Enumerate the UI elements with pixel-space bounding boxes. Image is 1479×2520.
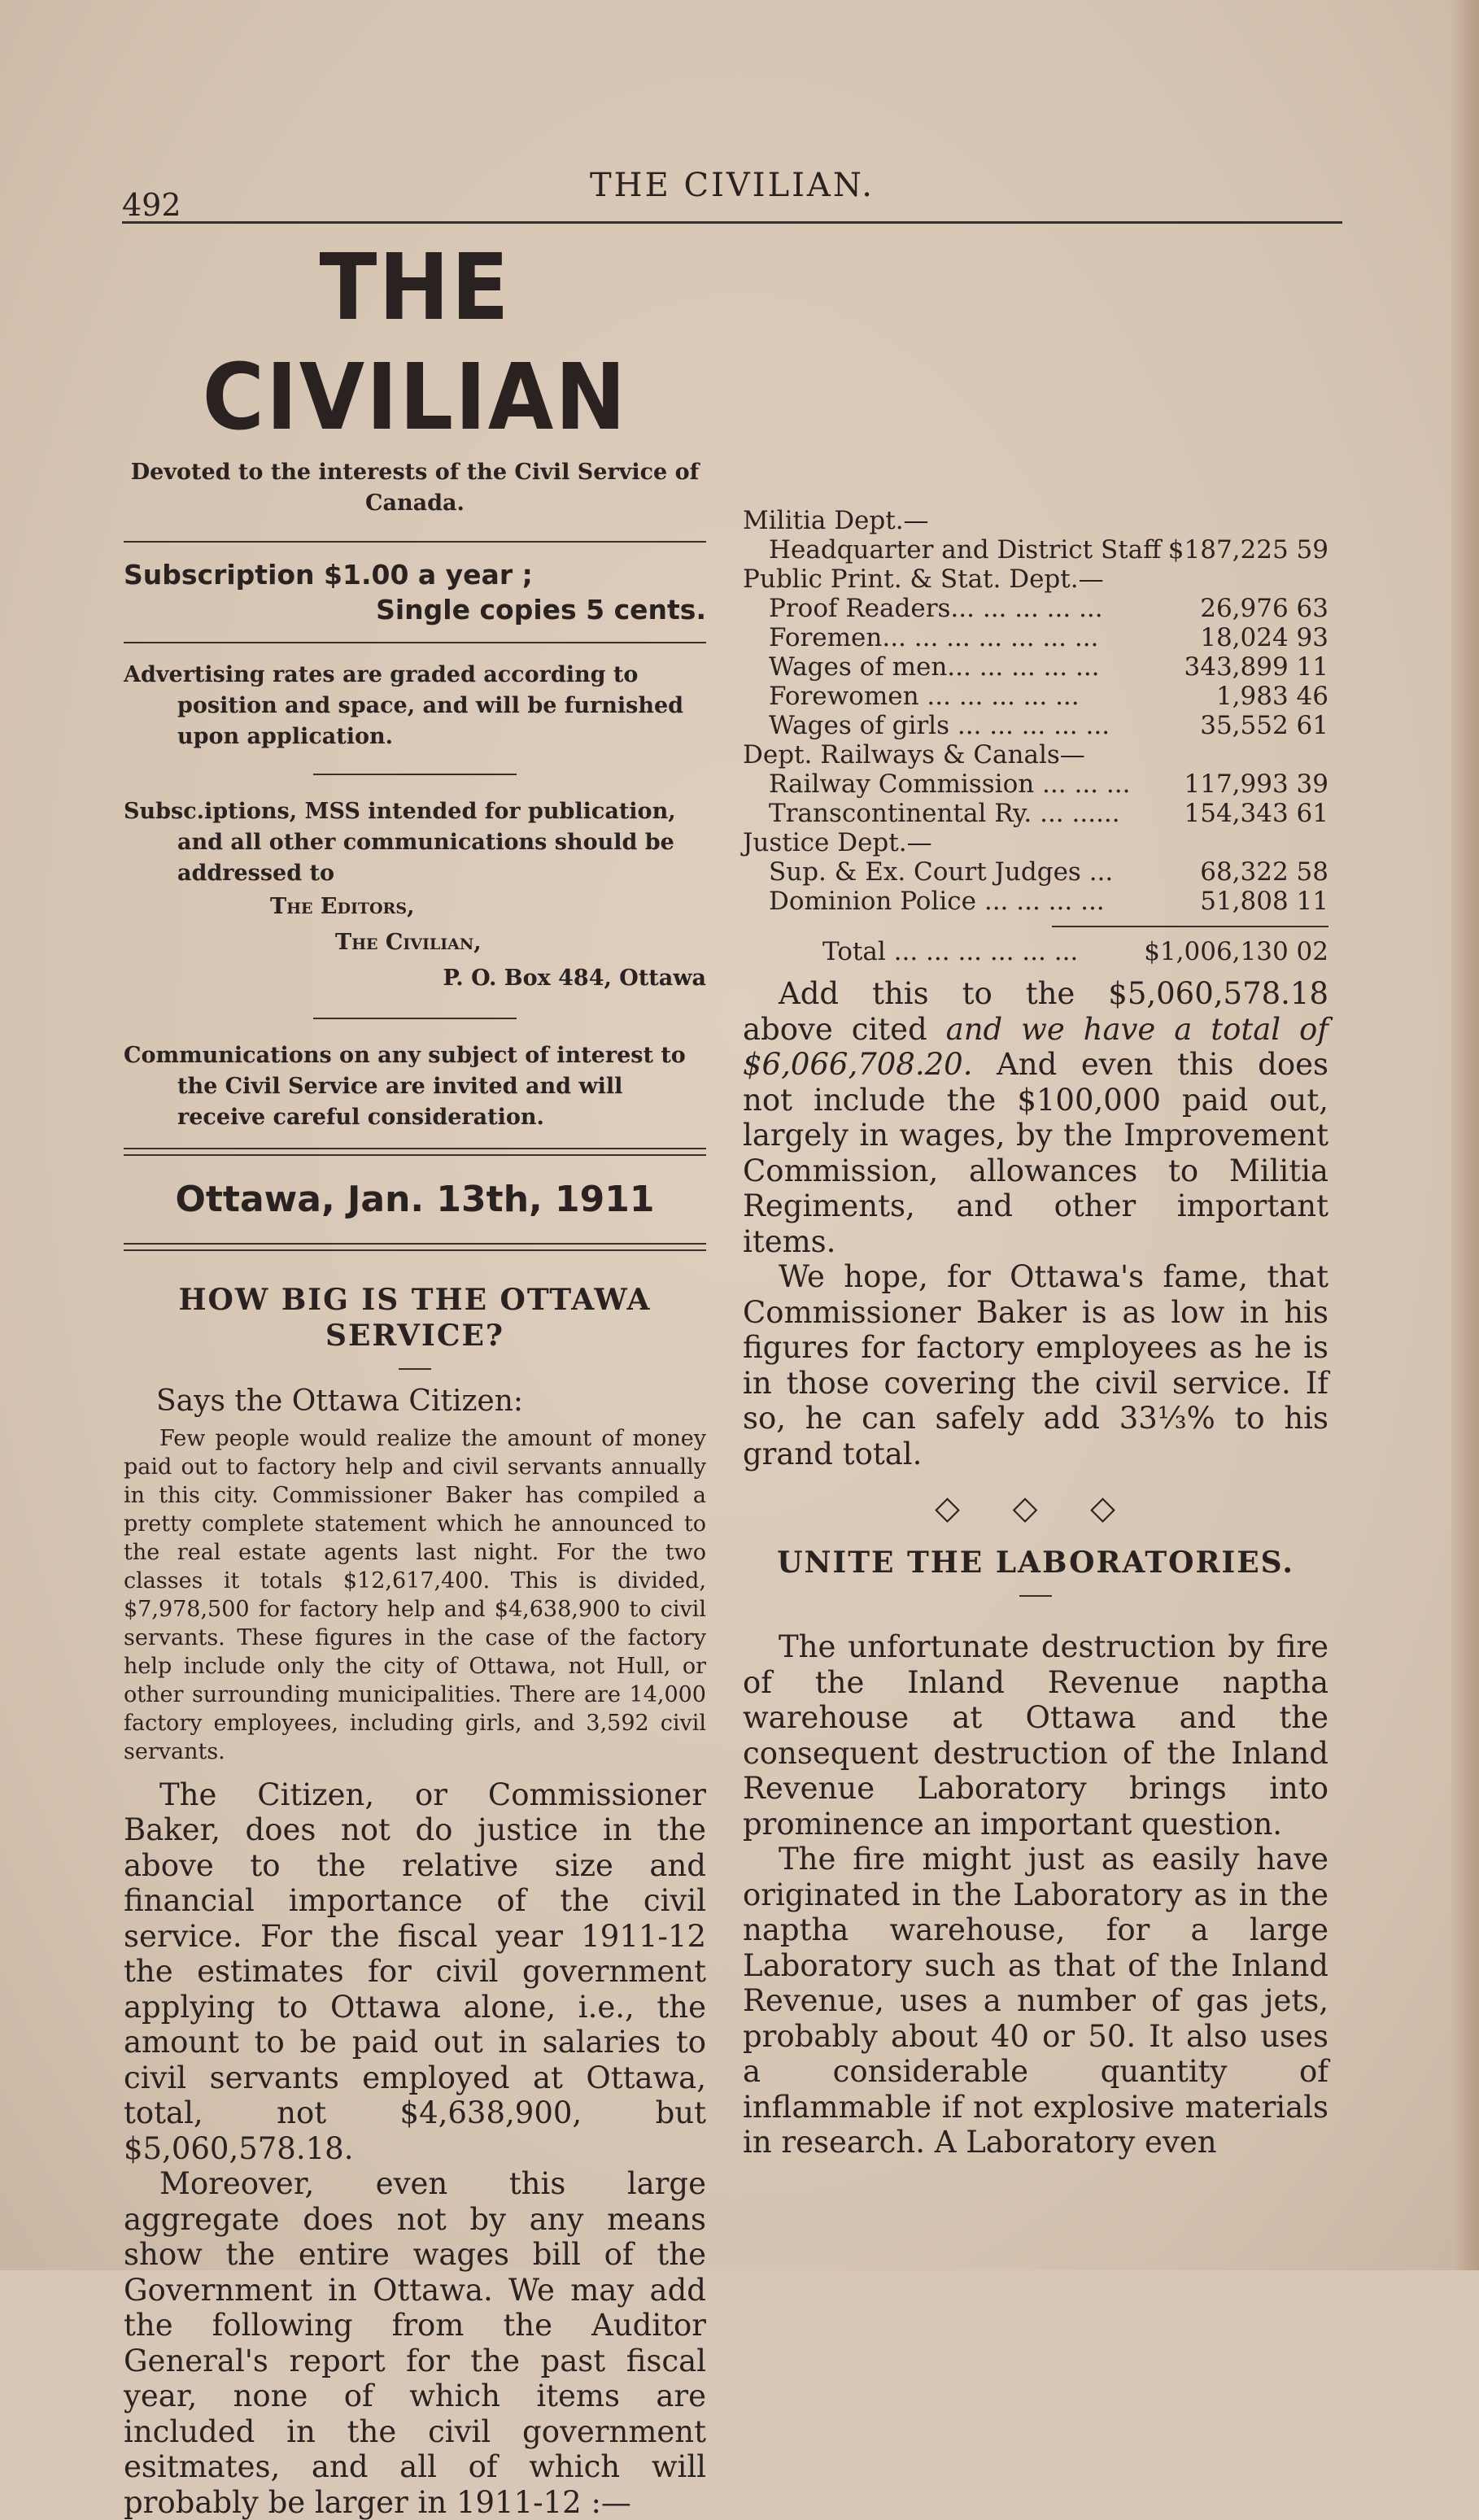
- row-amount: 117,993 39: [1184, 770, 1328, 799]
- table-row: [743, 623, 1328, 652]
- running-head: [122, 163, 1342, 223]
- italic-text: and we have a total of $6,066,708.20.: [743, 1011, 1328, 1082]
- row-item: Foremen... ... ... ... ... ... ...: [769, 623, 1099, 652]
- table-row: [743, 652, 1328, 682]
- communications-note: Communications on any subject of interest to the Civil Service are invited and will receive careful consideration.: [124, 1042, 686, 1130]
- right-column: [743, 233, 1328, 2160]
- double-rule: [124, 1243, 706, 1251]
- body-paragraph: [743, 976, 1328, 1259]
- single-copy-price: Single copies 5 cents.: [376, 593, 706, 626]
- total-rule: [1052, 926, 1328, 927]
- page-edge: [1451, 0, 1479, 2270]
- row-item: Wages of girls ... ... ... ... ...: [769, 711, 1110, 740]
- table-row: [743, 711, 1328, 740]
- row-item: Railway Commission ... ... ...: [769, 770, 1131, 799]
- row-item: Dominion Police ... ... ... ...: [769, 887, 1105, 916]
- body-paragraph: We hope, for Ottawa's fame, that Commissioner Baker is as low in his figures for factory employees as he is in those covering the civil service. If so, he can safely add 33⅓% to his grand total.: [743, 1259, 1328, 1471]
- row-amount: 35,552 61: [1200, 711, 1328, 740]
- double-rule: [124, 1148, 706, 1156]
- row-amount: 154,343 61: [1184, 799, 1328, 828]
- text-run: Add this to the $5,060,578.18 above cited: [743, 976, 1328, 1047]
- divider: [124, 541, 706, 543]
- table-row: [743, 770, 1328, 799]
- body-paragraph: The Citizen, or Commissioner Baker, does not do justice in the above to the relative size and financial importance of the civil service. For the fiscal year 1911-12 the estimates for civil government applying to Ottawa alone, i.e., the amount to be paid out in salaries to civil servants employed at Ottawa, total, not $4,638,900, but $5,060,578.18.: [124, 1777, 706, 2166]
- row-amount: 26,976 63: [1200, 594, 1328, 623]
- body-paragraph: Moreover, even this large aggregate does not by any means show the entire wages bill of the Government in Ottawa. We may add the following from the Auditor General's report for the past fiscal year, none of which items are included in the civil government esitmates, and all of which will probably be larger in 1911-12 :—: [124, 2166, 706, 2520]
- ornament: ◇ ◇ ◇: [935, 1489, 1137, 1527]
- text-run: And even this does not include the $100,000 paid out, largely in wages, by the Improvement Commission, allowances to Militia Regiments, and other important items.: [743, 1047, 1328, 1259]
- short-divider: [313, 1018, 517, 1019]
- header-rule: [122, 221, 1342, 224]
- body-paragraph: The unfortunate destruction by fire of the Inland Revenue naptha warehouse at Ottawa and the consequent destruction of the Inland Revenue Laboratory brings into prominence an important question.: [743, 1629, 1328, 1842]
- row-item: Transcontinental Ry. ... ......: [769, 799, 1120, 828]
- address-line: P. O. Box 484, Ottawa: [443, 965, 706, 991]
- article-heading: HOW BIG IS THE OTTAWA SERVICE?: [178, 1282, 652, 1353]
- row-item: Wages of men... ... ... ... ...: [769, 652, 1100, 682]
- table-row: [743, 887, 1328, 916]
- dept-heading: Public Print. & Stat. Dept.—: [743, 565, 1104, 594]
- row-item: Proof Readers... ... ... ... ...: [769, 594, 1103, 623]
- table-row: [743, 799, 1328, 828]
- table-row: [743, 682, 1328, 711]
- dateline: Ottawa, Jan. 13th, 1911: [175, 1178, 655, 1220]
- masthead-devoted: Devoted to the interests of the Civil Service of Canada.: [130, 459, 700, 516]
- table-row: [743, 594, 1328, 623]
- address-line: The Civilian,: [335, 929, 482, 955]
- total-amount: $1,006,130 02: [1144, 937, 1328, 966]
- row-amount: 343,899 11: [1184, 652, 1328, 682]
- subscription-price: Subscription $1.00 a year ;: [124, 558, 533, 591]
- page-number: 492: [122, 187, 181, 223]
- quoted-text: Few people would realize the amount of money paid out to factory help and civil servants annually in this city. Commissioner Baker has compiled a pretty complete statement which he announced to the real estate agents last night. For the two classes it totals $12,617,400. This is divided, $7,978,500 for factory help and $4,638,900 to civil servants. These figures in the case of the factory help include only the city of Ottawa, not Hull, or other surrounding municipalities. There are 14,000 factory employees, including girls, and 3,592 civil servants.: [124, 1425, 706, 1764]
- advertising-note: Advertising rates are graded according to position and space, and will be furnished upon application.: [124, 661, 684, 749]
- table-row: [743, 535, 1328, 565]
- divider: [124, 642, 706, 643]
- row-item: Forewomen ... ... ... ... ...: [769, 682, 1080, 711]
- left-column: [124, 233, 706, 2520]
- dept-heading: Militia Dept.—: [743, 506, 929, 535]
- dept-heading: Dept. Railways & Canals—: [743, 740, 1085, 770]
- short-divider: [399, 1368, 431, 1370]
- table-row: [743, 857, 1328, 887]
- masthead-title: THE CIVILIAN: [202, 233, 628, 451]
- dept-heading: Justice Dept.—: [743, 828, 932, 857]
- article-heading: UNITE THE LABORATORIES.: [777, 1546, 1294, 1580]
- quote-attribution: Says the Ottawa Citizen:: [156, 1384, 524, 1418]
- row-amount: 18,024 93: [1200, 623, 1328, 652]
- body-paragraph: The fire might just as easily have originated in the Laboratory as in the naptha warehouse, for a large Laboratory such as that of the Inland Revenue, uses a number of gas jets, probably about 40 or 50. It also uses a considerable quantity of inflammable if not explosive materials in research. A Laboratory even: [743, 1842, 1328, 2160]
- total-label: Total ... ... ... ... ... ...: [822, 937, 1079, 966]
- running-title: THE CIVILIAN.: [590, 167, 875, 204]
- row-item: Headquarter and District Staff: [769, 535, 1162, 565]
- row-item: Sup. & Ex. Court Judges ...: [769, 857, 1114, 887]
- row-amount: 51,808 11: [1200, 887, 1328, 916]
- row-amount: 1,983 46: [1215, 682, 1328, 711]
- short-divider: [313, 774, 517, 775]
- wages-table: [743, 506, 1328, 916]
- total-row: [743, 937, 1328, 966]
- row-amount: $187,225 59: [1167, 535, 1328, 565]
- subscriptions-note: Subsc.iptions, MSS intended for publication, and all other communications should be addressed to: [124, 798, 676, 886]
- short-divider: [1019, 1595, 1052, 1597]
- address-line: The Editors,: [270, 893, 415, 919]
- row-amount: 68,322 58: [1200, 857, 1328, 887]
